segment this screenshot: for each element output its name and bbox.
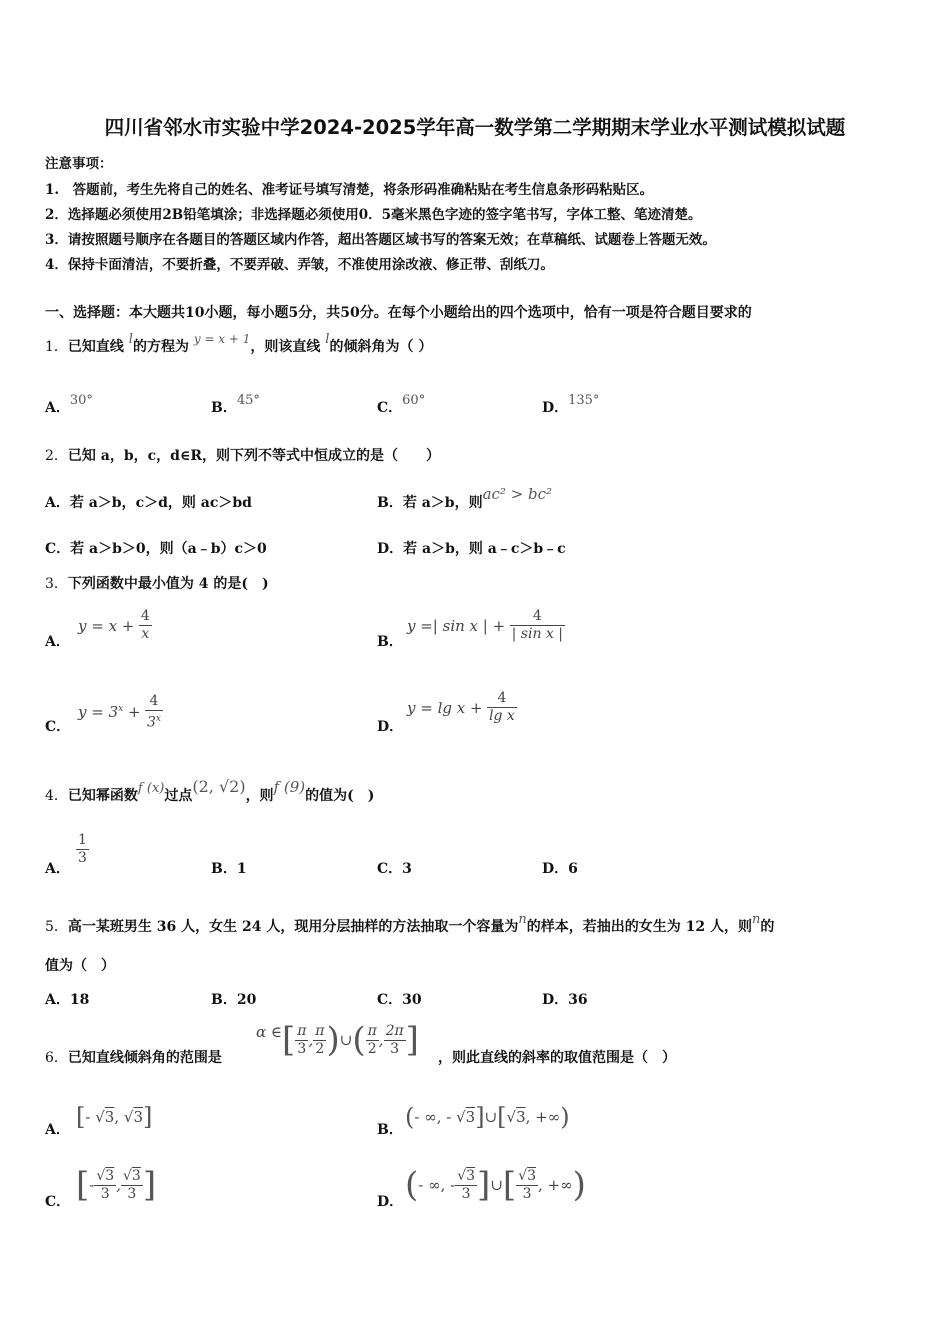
option-c: C．	[45, 719, 71, 735]
question-2: 2．已知 a，b，c，d∈R，则下列不等式中恒成立的是（ ）	[45, 448, 440, 464]
option-d: D．135°	[542, 393, 600, 416]
notes-heading: 注意事项：	[45, 156, 113, 172]
question-4: 4．已知幂函数f (x)过点(2, √2)，则f (9)的值为( )	[45, 777, 375, 804]
formula-c: [- $\frac{√3}{3}$ , $\frac{√3}{3}$ ]	[76, 1165, 157, 1205]
question-6: 6．已知直线倾斜角的范围是	[45, 1050, 222, 1066]
formula-a: [- √3, √3]	[76, 1103, 153, 1131]
note-item: 4．保持卡面清洁，不要折叠，不要弄破、弄皱，不准使用涂改液、修正带、刮纸刀。	[45, 257, 554, 273]
option-b: B．若 a＞b，则ac² > bc²	[377, 485, 553, 511]
question-6-cont: ，则此直线的斜率的取值范围是（ ）	[438, 1050, 676, 1066]
note-item: 3．请按照题号顺序在各题目的答题区域内作答，超出答题区域书写的答案无效；在草稿纸、试题卷上答题无效。	[45, 232, 716, 248]
angle-range-formula: α ∈[ $\frac{\pi}{3}$ , $\frac{\pi}{2}$ )∪( $\frac{\pi}{2}$ , $\frac{2\pi}{3}$ ]	[256, 1020, 419, 1060]
question-5-cont: 值为（ ）	[45, 958, 115, 974]
formula-d: y = lg x + $\frac{4}{\text{lg x}}$	[407, 690, 515, 724]
line-symbol: l	[325, 332, 330, 347]
option-a: A．	[45, 634, 70, 650]
option-b: B．45°	[211, 393, 260, 416]
note-item: 1. 答题前，考生先将自己的姓名、准考证号填写清楚，将条形码准确粘贴在考生信息条形码粘贴区。	[45, 182, 654, 198]
option-c: C．若 a＞b＞0，则（a﹣b）c＞0	[45, 541, 267, 557]
option-d: D．若 a＞b，则 a﹣c＞b﹣c	[377, 541, 566, 557]
option-d: D．36	[542, 992, 588, 1008]
option-c: C．30	[377, 992, 422, 1008]
option-b: B．20	[211, 992, 257, 1008]
fraction-one-third: $\frac{1}{3}$	[78, 832, 87, 866]
option-a: A．30°	[45, 393, 93, 416]
option-c: C．60°	[377, 393, 426, 416]
line-equation: y = x + 1	[193, 332, 251, 346]
question-1: 1．已知直线 l的方程为 y = x + 1，则该直线 l的倾斜角为（ ）	[45, 332, 433, 355]
option-c: C．3	[377, 861, 412, 877]
formula-b: y =| sin x | + $\frac{4}{\text{| sin x |}}$	[407, 608, 563, 642]
page-title: 四川省邻水市实验中学2024-2025学年高一数学第二学期期末学业水平测试模拟试题	[104, 116, 846, 139]
question-number: 1．	[45, 339, 68, 355]
question-5: 5．高一某班男生 36 人，女生 24 人，现用分层抽样的方法抽取一个容量为n的样本，若抽出的女生为 12 人，则n的	[45, 912, 775, 935]
option-a: A．若 a＞b，c＞d，则 ac＞bd	[45, 495, 252, 511]
formula-b: (- ∞, - √3]∪[√3, +∞)	[405, 1103, 570, 1131]
formula-d: (- ∞, - $\frac{√3}{3}$ ]∪[ $\frac{√3}{3}$ , +∞)	[405, 1165, 586, 1205]
option-b: B．	[377, 634, 403, 650]
option-b: B．	[377, 1122, 403, 1138]
option-c: C．	[45, 1194, 71, 1210]
option-a: A．18	[45, 992, 90, 1008]
question-3: 3．下列函数中最小值为 4 的是( )	[45, 576, 269, 592]
option-d: D．6	[542, 861, 578, 877]
line-symbol: l	[128, 332, 133, 347]
formula-a: y = x + $\frac{4}{x}$	[78, 608, 150, 642]
option-a: A．	[45, 861, 70, 877]
option-d: D．	[377, 719, 404, 735]
option-d: D．	[377, 1194, 404, 1210]
option-a: A．	[45, 1122, 70, 1138]
formula-c: $y = 3^x$ + $\frac{4}{3^x}$	[78, 693, 161, 731]
option-b: B．1	[211, 861, 247, 877]
section-header: 一、选择题：本大题共10小题，每小题5分，共50分。在每个小题给出的四个选项中，恰有一项是符合题目要求的	[45, 305, 752, 321]
note-item: 2．选择题必须使用2B铅笔填涂；非选择题必须使用0．5毫米黑色字迹的签字笔书写，字体工整、笔迹清楚。	[45, 207, 702, 223]
